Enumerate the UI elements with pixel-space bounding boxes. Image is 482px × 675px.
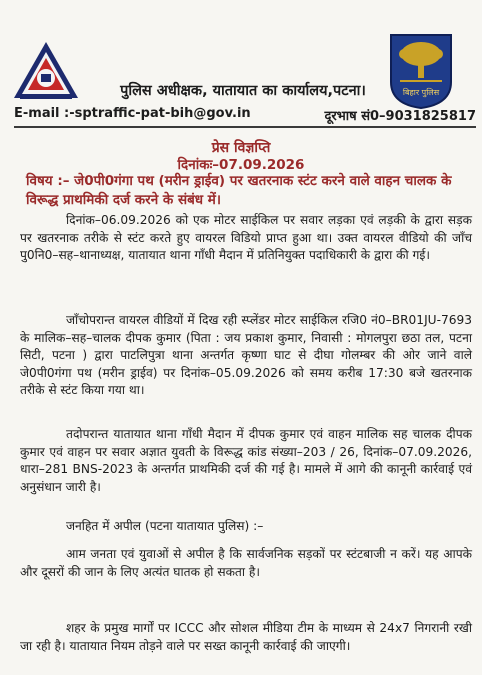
- paragraph-fir: [20, 426, 472, 496]
- paragraph-monitoring: [20, 620, 472, 655]
- paragraph-investigation: [20, 312, 472, 400]
- appeal-heading-text: जनहित में अपील (पटना यातायात पुलिस) :–: [66, 519, 264, 533]
- paragraph-appeal: [20, 546, 472, 581]
- traffic-police-emblem: [12, 40, 80, 102]
- phone-number: दूरभाष सं0–9031825817: [324, 109, 476, 124]
- paragraph-investigation-text: जाँचोपरान्त वायरल वीडियों में दिख रही स्प्लेंडर मोटर साईकिल रजि0 नं0–BR01JU-7693 के मालिक–सह–चालक दीपक कुमार (पिता : जय प्रकाश कुमार, निवासी : मोगलपुरा छठा तल, पटना सिटी, पटना ) द्वारा पाटलिपुत्रा थाना अन्तर्गत कृष्णा घाट से दीघा गोलम्बर की ओर जाने वाले जे0पी0गंगा पथ (मरीन ड्राईव) पर दिनांक–05.09.2026 को समय करीब 17:30 बजे खतरनाक तरीके से स्टंट किया गया था।: [20, 313, 472, 397]
- subject-line: विषय :– जे0पी0गंगा पथ (मरीन ड्राईव) पर खतरनाक स्टंट करने वाले वाहन चालक के विरूद्ध प्राथमिकी दर्ज करने के संबंध में।: [26, 173, 452, 208]
- release-date: दिनांकः–07.09.2026: [177, 157, 305, 173]
- paragraph-monitoring-text: शहर के प्रमुख मार्गों पर ICCC और सोशल मीडिया टीम के माध्यम से 24x7 निगरानी रखी जा रही है। यातायात नियम तोड़ने वाले पर सख्त कानूनी कार्रवाई की जाएगी।: [20, 621, 472, 653]
- appeal-heading: [20, 518, 472, 536]
- email-address: E-mail :-sptraffic-pat-bih@gov.in: [14, 106, 251, 121]
- press-release-title: प्रेस विज्ञप्ति: [211, 140, 271, 156]
- bihar-police-logo-text: बिहार पुलिस: [402, 88, 440, 97]
- paragraph-incident-text: दिनांक–06.09.2026 को एक मोटर साईकिल पर सवार लड़का एवं लड़की के द्वारा सड़क पर खतरनाक तरीके से स्टंट करते हुए वायरल विडियो प्राप्त हुआ था। उक्त वायरल वीडियो की जाँच पु0नि0–सह–थानाध्यक्ष, यातायात थाना गाँधी मैदान में प्रतिनियुक्त पदाधिकारी के द्वारा की गई।: [20, 213, 472, 262]
- paragraph-appeal-text: आम जनता एवं युवाओं से अपील है कि सार्वजनिक सड़कों पर स्टंटबाजी न करें। यह आपके और दूसरों की जान के लिए अत्यंत घातक हो सकता है।: [20, 547, 472, 579]
- office-name: पुलिस अधीक्षक, यातायात का कार्यालय,पटना।: [120, 83, 366, 99]
- header-divider: [14, 126, 476, 128]
- bihar-police-emblem: [388, 32, 454, 110]
- paragraph-fir-text: तदोपरान्त यातायात थाना गाँधी मैदान में दीपक कुमार एवं वाहन मालिक सह चालक दीपक कुमार एवं वाहन पर सवार अज्ञात युवती के विरूद्ध कांड संख्या–203 / 26, दिनांक–07.09.2026, धारा–281 BNS-2023 के अन्तर्गत प्राथमिकी दर्ज की गई है। मामले में आगे की कानूनी कार्रवाई एवं अनुसंधान जारी है।: [20, 427, 472, 494]
- paragraph-incident: [20, 212, 472, 265]
